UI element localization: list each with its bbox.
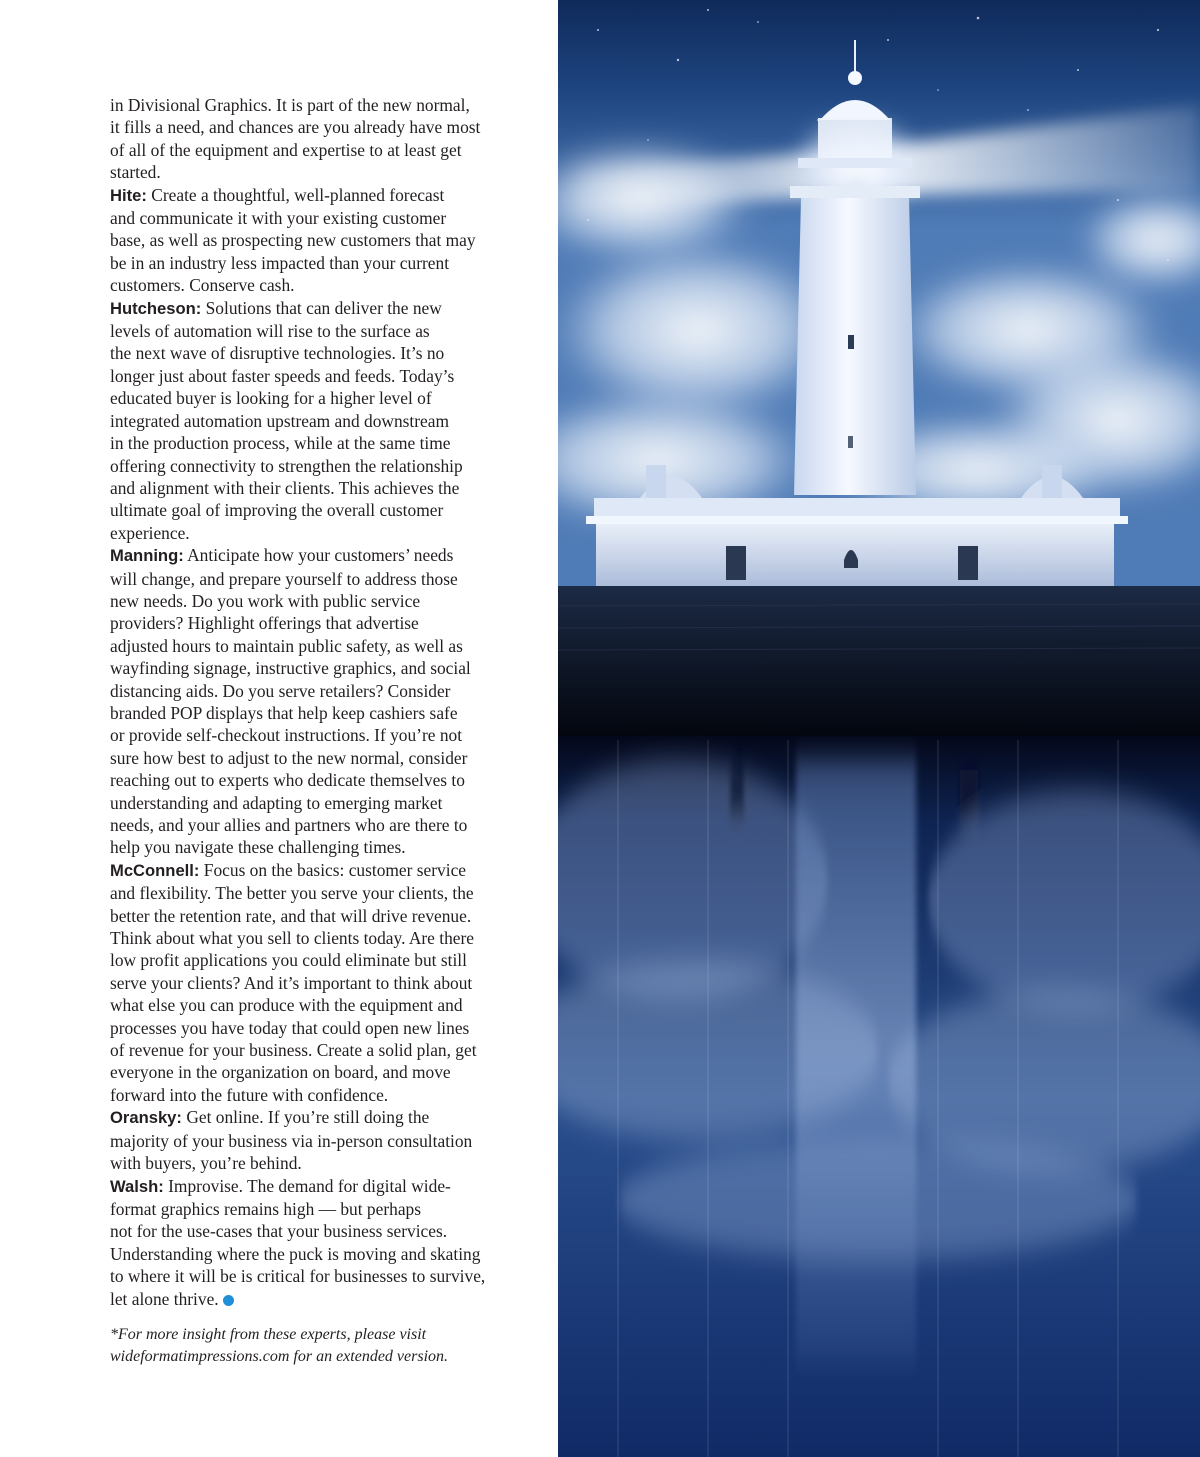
speaker-name: Walsh: [110, 1176, 164, 1196]
footnote-line: wideformatimpressions.com for an extended version. [110, 1348, 449, 1366]
intro-line: started. [110, 162, 161, 183]
answer-line [110, 612, 520, 634]
answer-line [110, 544, 520, 567]
answer-text: in the production process, while at the same time [110, 433, 451, 454]
intro-paragraph [110, 94, 520, 184]
answer-text: offering connectivity to strengthen the relationship [110, 455, 463, 476]
answer-text: be in an industry less impacted than your current [110, 252, 450, 273]
intro-line: of all of the equipment and expertise to at least get [110, 139, 462, 160]
answer-text: base, as well as prospecting new customers that may [110, 230, 476, 251]
expert-answers [110, 184, 520, 1310]
answer-line [110, 1265, 520, 1287]
answer-line [110, 229, 520, 251]
answer-text: Improvise. The demand for digital wide- [168, 1175, 451, 1196]
answer-line [110, 432, 520, 454]
answer-line [110, 1130, 520, 1152]
answer-line [110, 747, 520, 769]
answer-line [110, 387, 520, 409]
answer-text: adjusted hours to maintain public safety, as well as [110, 635, 463, 656]
answer-text: what else you can produce with the equipment and [110, 995, 463, 1016]
speaker-name: McConnell: [110, 860, 200, 880]
answer-text: new needs. Do you work with public service [110, 590, 421, 611]
answer-line [110, 1243, 520, 1265]
answer-text: forward into the future with confidence. [110, 1084, 389, 1105]
answer-line [110, 590, 520, 612]
answer-text: Think about what you sell to clients today. Are there [110, 928, 474, 949]
answer-line [110, 184, 520, 207]
answer-text: distancing aids. Do you serve retailers? Consider [110, 680, 451, 701]
answer-line [110, 207, 520, 229]
answer-line [110, 1220, 520, 1242]
footnote-line: *For more insight from these experts, please visit [110, 1326, 427, 1343]
footnote [110, 1324, 530, 1369]
answer-text: let alone thrive. [110, 1288, 219, 1309]
answer-text: wayfinding signage, instructive graphics, and social [110, 658, 471, 679]
answer-text: or provide self-checkout instructions. If you’re not [110, 725, 463, 746]
answer-text: needs, and your allies and partners who are there to [110, 815, 468, 835]
speaker-name: Oransky: [110, 1108, 182, 1128]
answer-text: Get online. If you’re still doing the [186, 1107, 430, 1128]
answer-line [110, 994, 520, 1016]
answer-line [110, 455, 520, 477]
answer-line [110, 522, 520, 544]
answer-text: and communicate it with your existing customer [110, 208, 447, 229]
lighthouse-photo [558, 0, 1200, 1457]
answer-line [110, 769, 520, 791]
answer-line [110, 274, 520, 296]
answer-line [110, 927, 520, 949]
answer-text: Solutions that can deliver the new [205, 297, 442, 318]
answer-text: longer just about faster speeds and feeds. Today’s [110, 365, 455, 386]
expert-answer [110, 1106, 520, 1174]
answer-line [110, 1039, 520, 1061]
answer-line [110, 1084, 520, 1106]
answer-line [110, 635, 520, 657]
answer-line [110, 949, 520, 971]
answer-line [110, 882, 520, 904]
answer-text: reaching out to experts who dedicate themselves to [110, 770, 465, 791]
answer-line [110, 657, 520, 679]
answer-text: branded POP displays that help keep cashiers safe [110, 702, 458, 723]
answer-text: providers? Highlight offerings that advertise [110, 613, 419, 634]
answer-text: educated buyer is looking for a higher level of [110, 388, 432, 409]
lighthouse-illustration [558, 0, 1200, 1457]
answer-text: ultimate goal of improving the overall customer [110, 500, 444, 521]
answer-text: help you navigate these challenging times. [110, 837, 406, 858]
answer-line [110, 1106, 520, 1129]
answer-text: Focus on the basics: customer service [203, 859, 467, 880]
answer-text: everyone in the organization on board, and move [110, 1062, 451, 1083]
expert-answer [110, 184, 520, 297]
answer-line [110, 702, 520, 724]
answer-text: serve your clients? And it’s important to think about [110, 972, 473, 993]
answer-text: low profit applications you could eliminate but still [110, 950, 467, 971]
answer-text: Create a thoughtful, well-planned forecast [151, 184, 445, 205]
answer-line [110, 680, 520, 702]
end-of-article-marker-icon [223, 1295, 234, 1306]
answer-text: integrated automation upstream and downstream [110, 410, 450, 431]
expert-answer [110, 544, 520, 859]
speaker-name: Hutcheson: [110, 298, 202, 318]
answer-text: Understanding where the puck is moving and skating [110, 1243, 481, 1264]
answer-line [110, 814, 520, 836]
article-body [110, 94, 520, 1310]
answer-text: and alignment with their clients. This achieves the [110, 477, 460, 498]
answer-line [110, 499, 520, 521]
answer-line [110, 477, 520, 499]
answer-text: of revenue for your business. Create a solid plan, get [110, 1040, 477, 1061]
answer-line [110, 1175, 520, 1198]
expert-answer [110, 297, 520, 544]
answer-line [110, 972, 520, 994]
answer-text: customers. Conserve cash. [110, 275, 295, 296]
answer-line [110, 568, 520, 590]
answer-text: experience. [110, 522, 190, 543]
answer-text: Anticipate how your customers’ needs [187, 545, 454, 566]
answer-text: majority of your business via in-person consultation [110, 1130, 473, 1151]
answer-text: will change, and prepare yourself to address those [110, 568, 458, 589]
answer-text: to where it will be is critical for businesses to survive, [110, 1266, 486, 1287]
answer-line [110, 792, 520, 814]
intro-line: it fills a need, and chances are you already have most [110, 117, 481, 138]
intro-line: in Divisional Graphics. It is part of the new normal, [110, 95, 470, 115]
answer-text: sure how best to adjust to the new normal, consider [110, 747, 468, 768]
answer-line [110, 1061, 520, 1083]
answer-line [110, 1017, 520, 1039]
expert-answer [110, 1175, 520, 1310]
answer-text: the next wave of disruptive technologies. It’s no [110, 343, 445, 364]
answer-line [110, 252, 520, 274]
answer-line [110, 1152, 520, 1174]
answer-text: with buyers, you’re behind. [110, 1153, 302, 1174]
answer-line [110, 724, 520, 746]
answer-text: processes you have today that could open new lines [110, 1017, 470, 1038]
speaker-name: Hite: [110, 185, 147, 205]
answer-text: format graphics remains high — but perhaps [110, 1198, 422, 1219]
answer-text: and flexibility. The better you serve your clients, the [110, 883, 474, 904]
speaker-name: Manning: [110, 546, 184, 566]
answer-line [110, 320, 520, 342]
answer-text: better the retention rate, and that will drive revenue. [110, 905, 472, 926]
answer-text: understanding and adapting to emerging market [110, 792, 443, 813]
answer-line [110, 836, 520, 858]
answer-line [110, 859, 520, 882]
answer-text: levels of automation will rise to the surface as [110, 321, 430, 342]
answer-line [110, 410, 520, 432]
answer-line [110, 1288, 520, 1310]
answer-line [110, 1198, 520, 1220]
answer-text: not for the use-cases that your business services. [110, 1221, 448, 1242]
answer-line [110, 905, 520, 927]
answer-line [110, 297, 520, 320]
answer-line [110, 365, 520, 387]
answer-line [110, 342, 520, 364]
expert-answer [110, 859, 520, 1106]
